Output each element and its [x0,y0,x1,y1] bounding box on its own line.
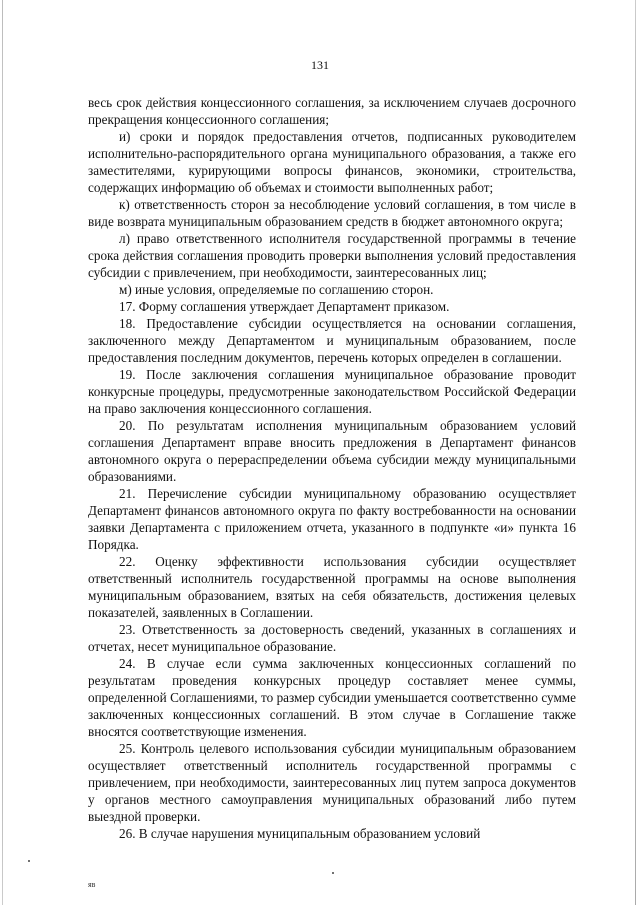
scan-speck [332,872,334,874]
page-number: 131 [311,58,329,72]
paragraph: м) иные условия, определяемые по соглашению сторон. [119,282,434,297]
paragraph: 24. В случае если сумма заключенных концессионных соглашений по результатам проведения конкурсных процедур составляет менее суммы, определенной Соглашениями, то размер субсидии уменьшается соответственно сумме заключенных концессионных соглашений. В этом случае в Соглашение также вносятся соответствующие изменения. [88,656,576,739]
scan-edge-left [2,0,3,905]
scan-edge-right [635,0,636,905]
paragraph: 25. Контроль целевого использования субсидии муниципальным образованием осуществляет ответственный исполнитель государственной программы с привлечением, при необходимости, заинтересованных лиц путем запроса документов у органов местного самоуправления муниципальных образований либо путем выездной проверки. [88,741,576,824]
paragraph: 20. По результатам исполнения муниципальным образованием условий соглашения Департамент вправе вносить предложения в Департамент финансов автономного округа о перераспределении объема субсидии между муниципальными образованиями. [88,418,576,484]
document-body [88,94,576,842]
scan-speck [28,860,30,862]
paragraph: 19. После заключения соглашения муниципальное образование проводит конкурсные процедуры, предусмотренные законодательством Российской Федерации на право заключения концессионного соглашения. [88,367,576,416]
paragraph: 18. Предоставление субсидии осуществляется на основании соглашения, заключенного между Департаментом и муниципальным образованием, после предоставления последним документов, перечень которых определен в соглашении. [88,316,576,365]
paragraph: к) ответственность сторон за несоблюдение условий соглашения, в том числе в виде возврата муниципальным образованием средств в бюджет автономного округа; [88,197,576,229]
paragraph: 22. Оценку эффективности использования субсидии осуществляет ответственный исполнитель государственной программы на основе выполнения муниципальным образованием, взятых на себя обязательств, достижения целевых показателей, заявленных в Соглашении. [88,554,576,620]
paragraph: 26. В случае нарушения муниципальным образованием условий [119,826,481,841]
paragraph: 17. Форму соглашения утверждает Департамент приказом. [119,299,450,314]
footer-mark: яв [88,880,96,889]
paragraph: и) сроки и порядок предоставления отчетов, подписанных руководителем исполнительно-распорядительного органа муниципального образования, а также его заместителями, курирующими вопросы финансов, экономики, строительства, содержащих информацию об объемах и стоимости выполненных работ; [88,129,576,195]
paragraph: л) право ответственного исполнителя государственной программы в течение срока действия соглашения проводить проверки выполнения условий предоставления субсидии с привлечением, при необходимости, заинтересованных лиц; [88,231,576,280]
paragraph: весь срок действия концессионного соглашения, за исключением случаев досрочного прекращения концессионного соглашения; [88,95,576,127]
paragraph: 23. Ответственность за достоверность сведений, указанных в соглашениях и отчетах, несет муниципальное образование. [88,622,576,654]
paragraph: 21. Перечисление субсидии муниципальному образованию осуществляет Департамент финансов автономного округа по факту востребованности на основании заявки Департамента с приложением отчета, указанного в подпункте «и» пункта 16 Порядка. [88,486,576,552]
